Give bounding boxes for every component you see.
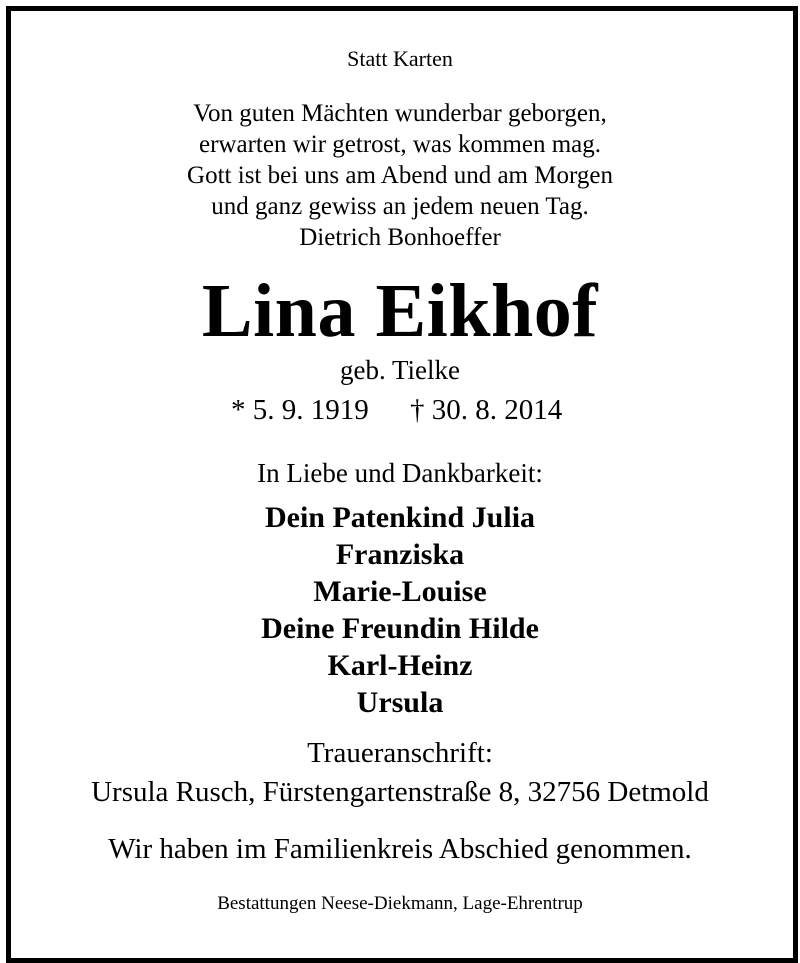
- poem-line: und ganz gewiss an jedem neuen Tag.: [211, 193, 589, 220]
- header-statt-karten: Statt Karten: [347, 46, 453, 71]
- deceased-name: Lina Eikhof: [201, 269, 599, 353]
- birth-date: * 5. 9. 1919: [231, 394, 369, 426]
- address-label: Traueranschrift:: [307, 737, 493, 769]
- death-date: † 30. 8. 2014: [410, 394, 563, 426]
- mourner-name: Karl-Heinz: [327, 649, 473, 682]
- mourner-name: Franziska: [335, 538, 465, 571]
- poem-line: erwarten wir getrost, was kommen mag.: [199, 131, 601, 158]
- farewell-line: Wir haben im Familienkreis Abschied genommen.: [108, 833, 692, 865]
- poem-line: Gott ist bei uns am Abend und am Morgen: [187, 162, 613, 189]
- gratitude-line: In Liebe und Dankbarkeit:: [257, 458, 543, 488]
- mourner-name: Dein Patenkind Julia: [264, 501, 536, 534]
- poem-author: Dietrich Bonhoeffer: [299, 224, 501, 251]
- address: Ursula Rusch, Fürstengartenstraße 8, 32756 Detmold: [91, 776, 709, 808]
- mourner-name: Ursula: [356, 686, 444, 719]
- life-dates: [0, 394, 800, 434]
- funeral-home: Bestattungen Neese-Diekmann, Lage-Ehrentrup: [217, 893, 583, 914]
- mourner-name: Marie-Louise: [313, 575, 487, 608]
- maiden-name: geb. Tielke: [339, 355, 460, 385]
- mourner-name: Deine Freundin Hilde: [261, 612, 539, 645]
- poem-line: Von guten Mächten wunderbar geborgen,: [193, 100, 607, 127]
